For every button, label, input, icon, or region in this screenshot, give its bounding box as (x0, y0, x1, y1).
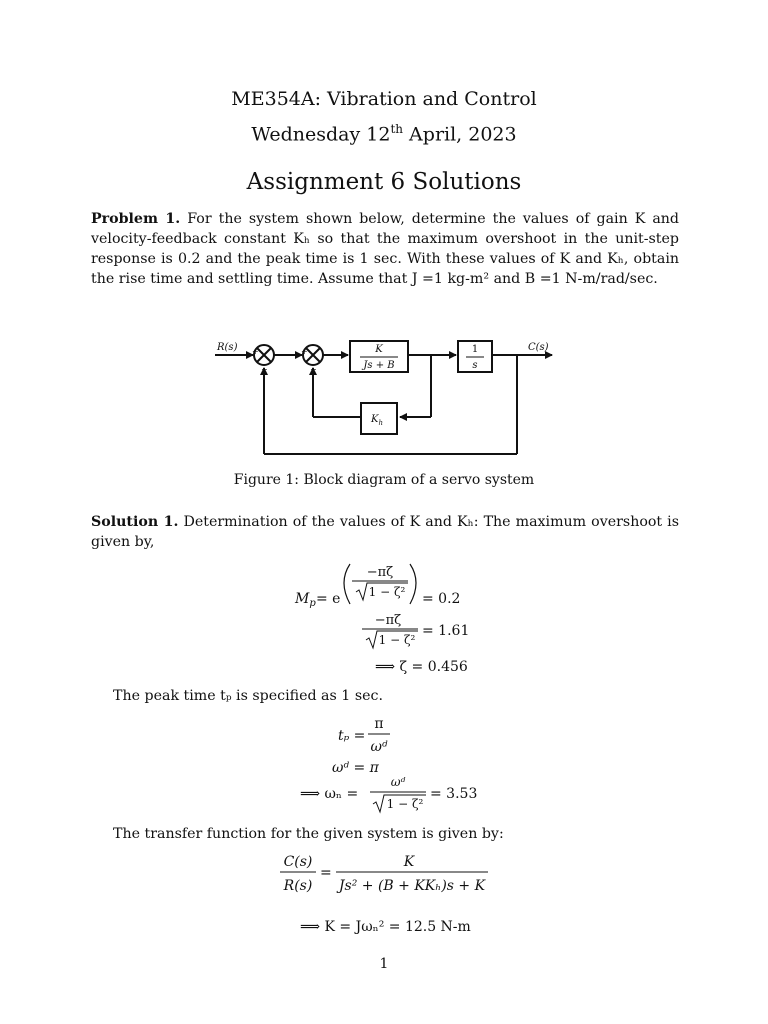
tf-lhs-numerator: C(s) (283, 854, 313, 870)
mp-value: = 0.2 (422, 591, 461, 607)
block1-numerator: K (375, 344, 383, 355)
peak-time-equations (290, 710, 490, 820)
tp-lhs: tₚ = (338, 728, 366, 744)
gain-result: ⟹ K = Jωₙ² = 12.5 N-m (300, 919, 471, 935)
problem-statement (91, 209, 679, 289)
input-label: R(s) (217, 342, 238, 353)
tf-lhs-denominator: R(s) (283, 878, 313, 894)
wn-denominator: 1 − ζ² (386, 797, 424, 811)
wn-lhs: ⟹ ωₙ = (300, 786, 359, 802)
page-number: 1 (379, 956, 389, 972)
feedback-block-label: $K_h$ (371, 414, 383, 427)
tf-equals: = (320, 865, 332, 881)
zeta-result: ⟹ ζ = 0.456 (375, 659, 468, 675)
mp-symbol: $M_p$ (295, 591, 316, 609)
sum2-minus: − (310, 365, 317, 374)
solution-text: Determination of the values of K and Kₕ: The maximum overshoot is given by, (91, 514, 679, 550)
date-text: Wednesday 12 (251, 123, 391, 146)
peak-time-text: The peak time tₚ is specified as 1 sec. (113, 688, 383, 704)
eq2-value: = 1.61 (422, 623, 470, 639)
document-date (0, 122, 768, 145)
date-superscript: th (390, 122, 404, 136)
eq2-denominator: 1 − ζ² (378, 633, 416, 647)
exponent-numerator: −πζ (366, 565, 394, 580)
mp-equals-e: = e (316, 591, 341, 607)
wn-value: = 3.53 (430, 786, 478, 802)
block2-denominator: s (472, 360, 478, 371)
tf-numerator: K (403, 854, 415, 870)
problem-label: Problem 1. (91, 211, 181, 227)
solution-label: Solution 1. (91, 514, 179, 530)
tp-denominator: ωᵈ (370, 739, 388, 755)
sum1-minus: − (261, 365, 268, 374)
wd-equation: ωᵈ = π (332, 760, 379, 776)
wn-numerator: ωᵈ (390, 775, 406, 789)
solution-statement (91, 512, 679, 552)
sum2-plus: + (301, 347, 308, 356)
document-title: Assignment 6 Solutions (246, 169, 522, 195)
block1-denominator: Js + B (363, 360, 395, 371)
problem-text: For the system shown below, determine the values of gain K and velocity-feedback constant Kₕ so that the maximum overshoot in the unit-step response is 0.2 and the peak time is 1 sec. With these values of K and Kₕ, obtain the rise time and settling time. Assume that J =1 kg-m² and B =1 N-m/rad/sec. (91, 211, 679, 287)
block-diagram (200, 330, 570, 460)
date-text-tail: April, 2023 (403, 123, 517, 146)
eq2-numerator: −πζ (374, 613, 402, 628)
tp-numerator: π (374, 716, 384, 732)
overshoot-equations (280, 558, 500, 678)
sum1-plus: + (252, 347, 259, 356)
course-title: ME354A: Vibration and Control (231, 88, 537, 110)
transfer-function-text: The transfer function for the given system is given by: (113, 826, 504, 842)
transfer-function-equations (270, 848, 510, 943)
exponent-denominator: 1 − ζ² (368, 585, 406, 599)
tf-denominator: Js² + (B + KKₕ)s + K (338, 878, 486, 894)
output-label: C(s) (528, 342, 549, 353)
block2-numerator: 1 (471, 344, 479, 355)
figure-caption: Figure 1: Block diagram of a servo system (233, 472, 535, 488)
